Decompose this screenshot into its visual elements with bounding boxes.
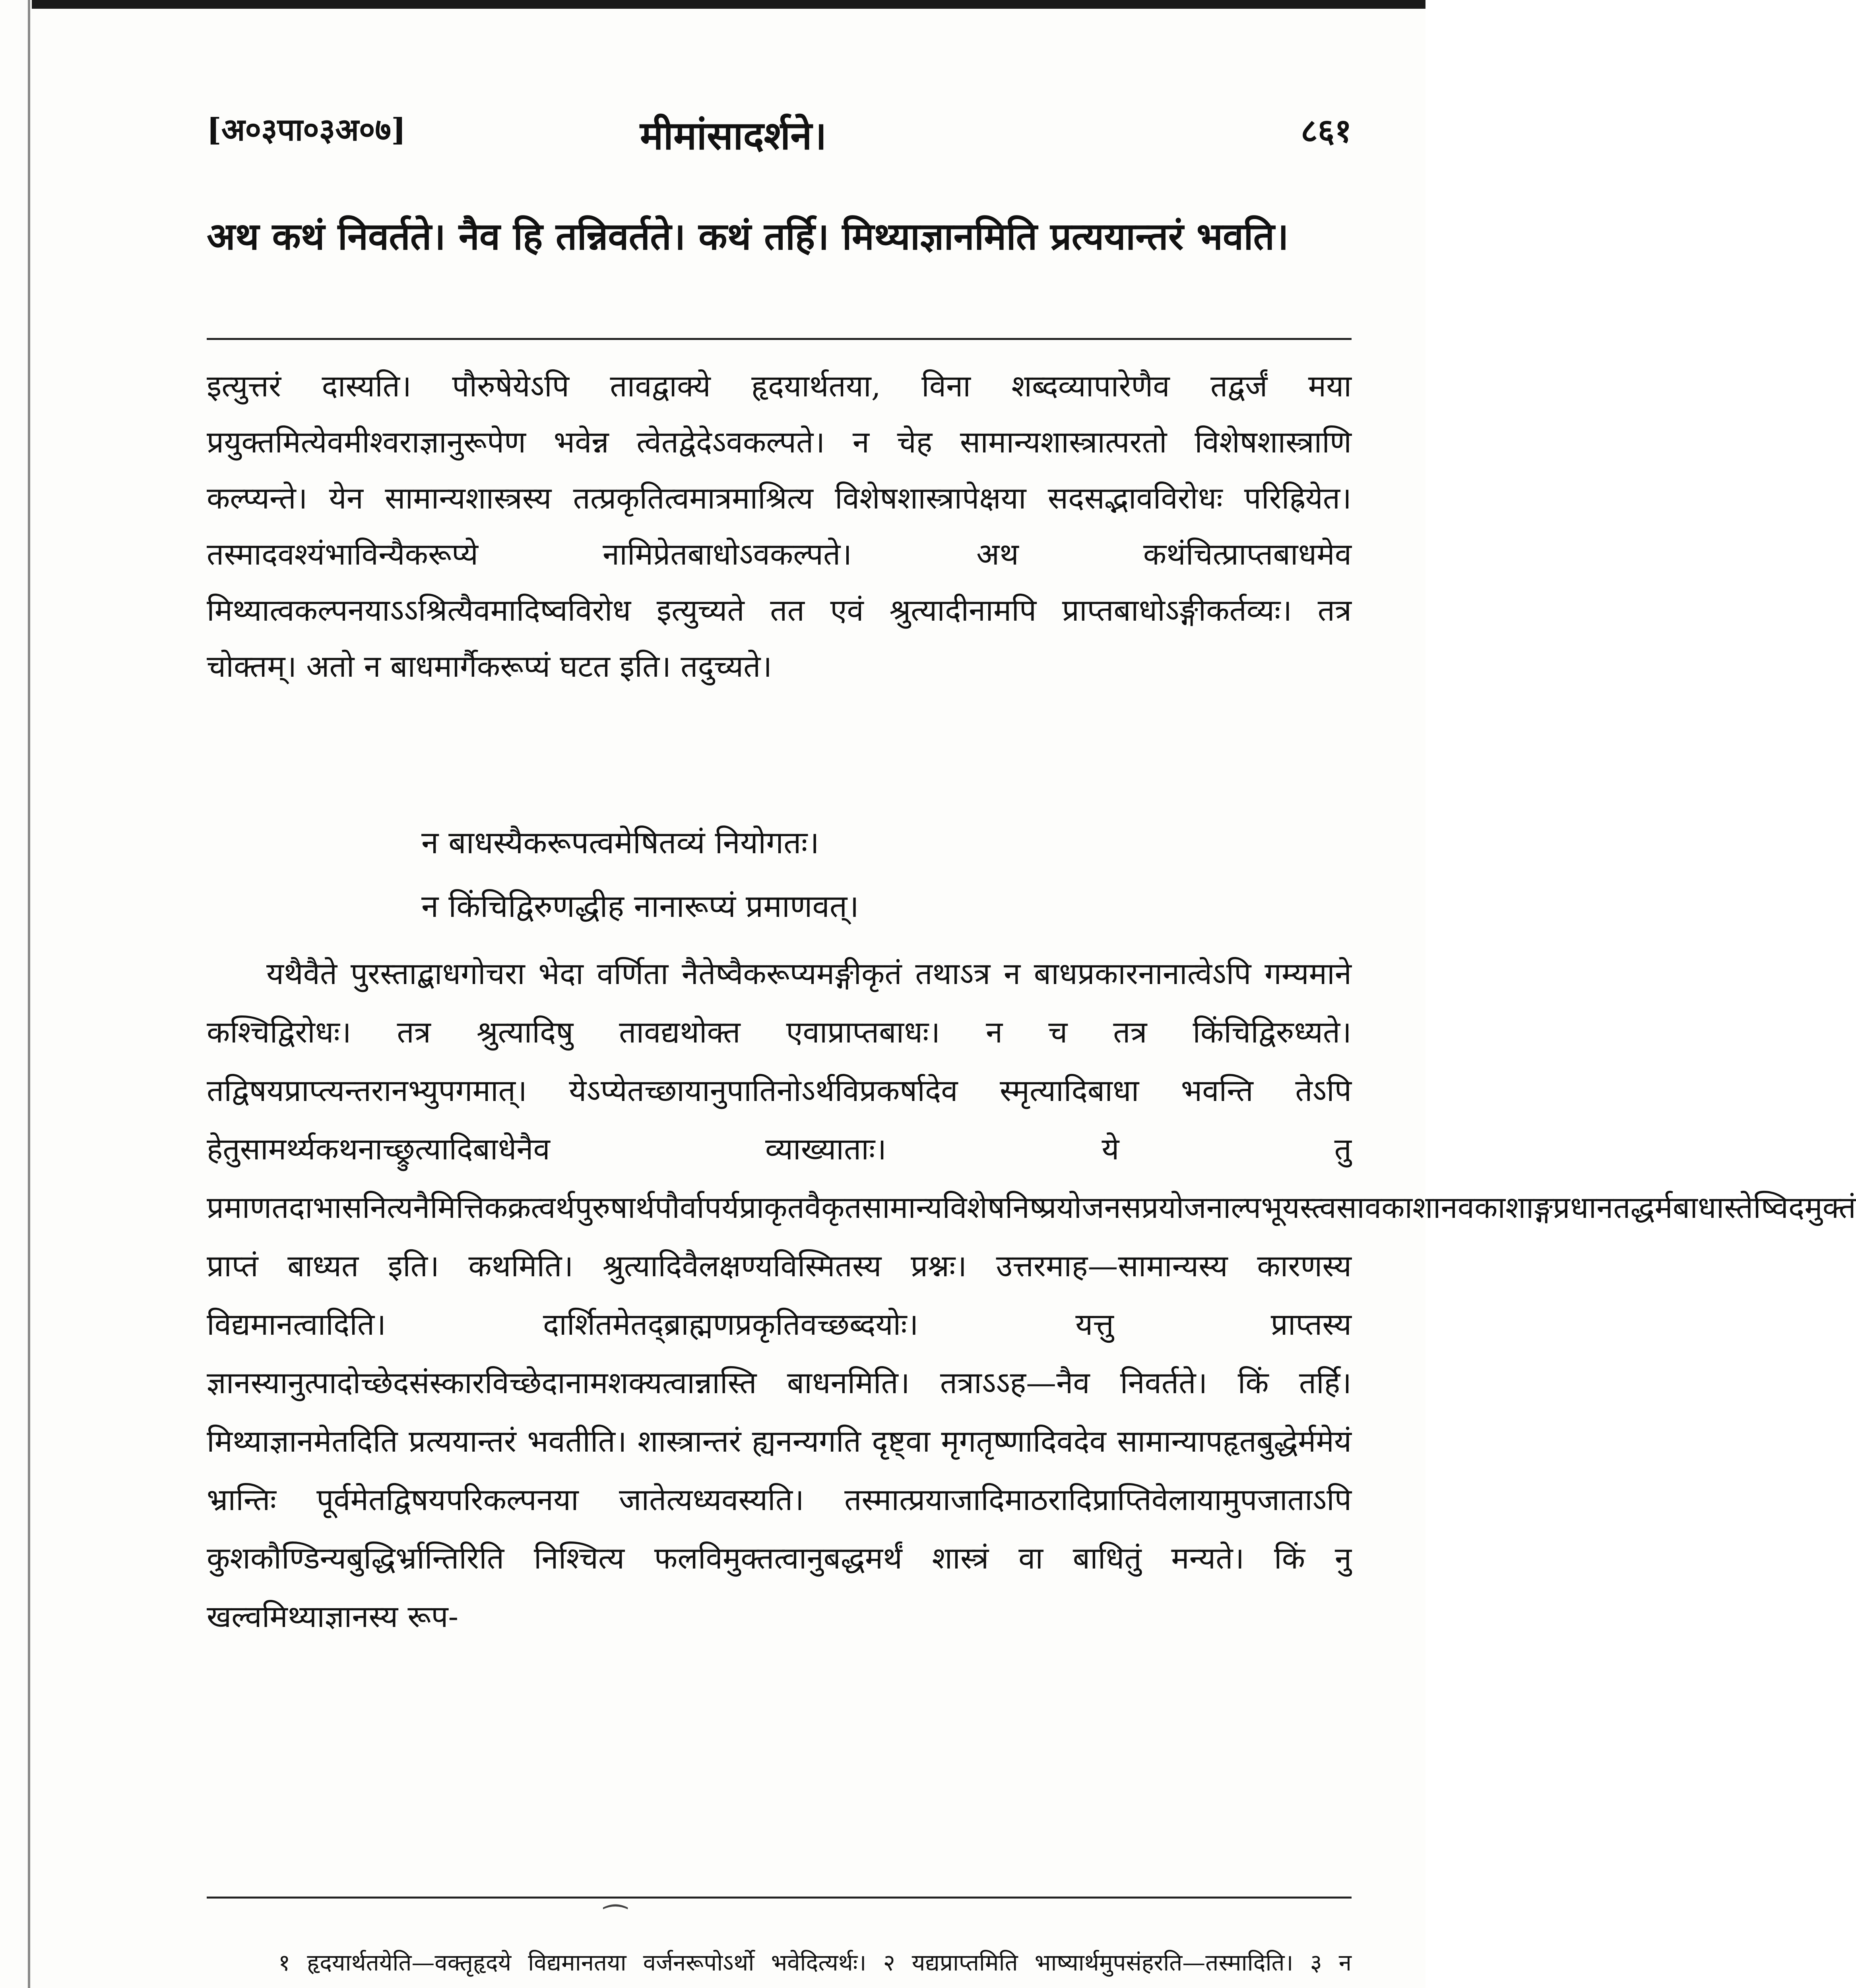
section-reference: [अ०३पा०३अ०७] [207,112,406,148]
footnotes-text: १ हृदयार्थतयेति—वक्तृहृदये विद्यमानतया वर्जनरूपोऽर्थो भवेदित्यर्थः। २ यद्यप्राप्तमिति भाष्यार्थमुपसंहरति—तस्मादिति। ३ न [278,1949,1352,1976]
running-title: मीमांसादर्शने। [640,113,827,159]
commentary-block-1 [207,358,1352,694]
separator-rule [207,338,1352,340]
tilde-mark: ⁀ [604,1905,627,1937]
left-binding-edge [28,0,30,1988]
bhashya-sutra-text: अथ कथं निवर्तते। नैव हि तन्निवर्तते। कथं तर्हि। मिथ्याज्ञानमिति प्रत्ययान्तरं भवति। [207,215,1289,258]
commentary-block-2 [207,944,1856,1646]
footnotes-block [207,1940,1352,1988]
commentary-paragraph: इत्युत्तरं दास्यति। पौरुषेयेऽपि तावद्वाक्ये हृदयार्थतया, विना शब्दव्यापारेणैव तद्वर्जं मया प्रयुक्तमित्येवमीश्वराज्ञानुरूपेण भवेन्न त्वेतद्वेदेऽवकल्पते। न चेह सामान्यशास्त्रात्परतो विशेषशास्त्राणि कल्प्यन्ते। येन सामान्यशास्त्रस्य तत्प्रकृतित्वमात्रमाश्रित्य विशेषशास्त्रापेक्षया सदसद्भावविरोधः परिह्रियेत। तस्मादवश्यंभाविन्यैकरूप्ये नामिप्रेतबाधोऽवकल्पते। अथ कथंचित्प्राप्तबाधमेव मिथ्यात्वकल्पनयाऽऽश्रित्यैवमादिष्वविरोध इत्युच्यते तत एवं श्रुत्यादीनामपि प्राप्तबाधोऽङ्गीकर्तव्यः। तत्र चोक्तम्। अतो न बाधमार्गैकरूप्यं घटत इति। तदुच्यते। [207,368,1352,684]
page-header [207,107,1352,163]
verse-line-2: न किंचिद्विरुणद्धीह नानारूप्यं प्रमाणवत्। [421,889,859,924]
commentary-paragraph: यथैवैते पुरस्ताद्बाधगोचरा भेदा वर्णिता नैतेष्वैकरूप्यमङ्गीकृतं तथाऽत्र न बाधप्रकारनानात्वेऽपि गम्यमाने कश्चिद्विरोधः। तत्र श्रुत्यादिषु तावद्यथोक्त एवाप्राप्तबाधः। न च तत्र किंचिद्विरुध्यते। तद्विषयप्राप्त्यन्तरानभ्युपगमात्। येऽप्येतच्छायानुपातिनोऽर्थविप्रकर्षादेव स्मृत्यादिबाधा भवन्ति तेऽपि हेतुसामर्थ्यकथनाच्छ्रुत्यादिबाधेनैव व्याख्याताः। ये तु प्रमाणतदाभासनित्यनैमित्तिकक्रत्वर्थपुरुषार्थपौर्वापर्यप्राकृतवैकृतसामान्यविशेषनिष्प्रयोजनसप्रयोजनाल्पभूयस्त्वसावकाशानवकाशाङ्गप्रधानतद्धर्मबाधास्तेष्विदमुक्तं प्राप्तं बाध्यत इति। कथमिति। श्रुत्यादिवैलक्षण्यविस्मितस्य प्रश्नः। उत्तरमाह—सामान्यस्य कारणस्य विद्यमानत्वादिति। दार्शितमेतद्ब्राह्मणप्रकृतिवच्छब्दयोः। यत्तु प्राप्तस्य ज्ञानस्यानुत्पादोच्छेदसंस्कारविच्छेदानामशक्यत्वान्नास्ति बाधनमिति। तत्राऽऽह—नैव निवर्तते। किं तर्हि। मिथ्याज्ञानमेतदिति प्रत्ययान्तरं भवतीति। शास्त्रान्तरं ह्यनन्यगति दृष्ट्वा मृगतृष्णादिवदेव सामान्यापहृतबुद्धेर्ममेयं भ्रान्तिः पूर्वमेतद्विषयपरिकल्पनया जातेत्यध्यवस्यति। तस्मात्प्रयाजादिमाठरादिप्राप्तिवेलायामुपजाताऽपि कुशकौण्डिन्यबुद्धिर्भ्रान्तिरिति निश्चित्य फलविमुक्तत्वानुबद्धमर्थं शास्त्रं वा बाधितुं मन्यते। किं नु खल्वमिथ्याज्ञानस्य रूप- [207,956,1856,1634]
verse-block [421,811,1336,938]
top-border-rule [32,0,1425,9]
verse-line-1: न बाधस्यैकरूपत्वमेषितव्यं नियोगतः। [421,825,819,861]
footnote-separator-rule [207,1897,1352,1899]
page-number: ८६१ [1301,112,1352,150]
